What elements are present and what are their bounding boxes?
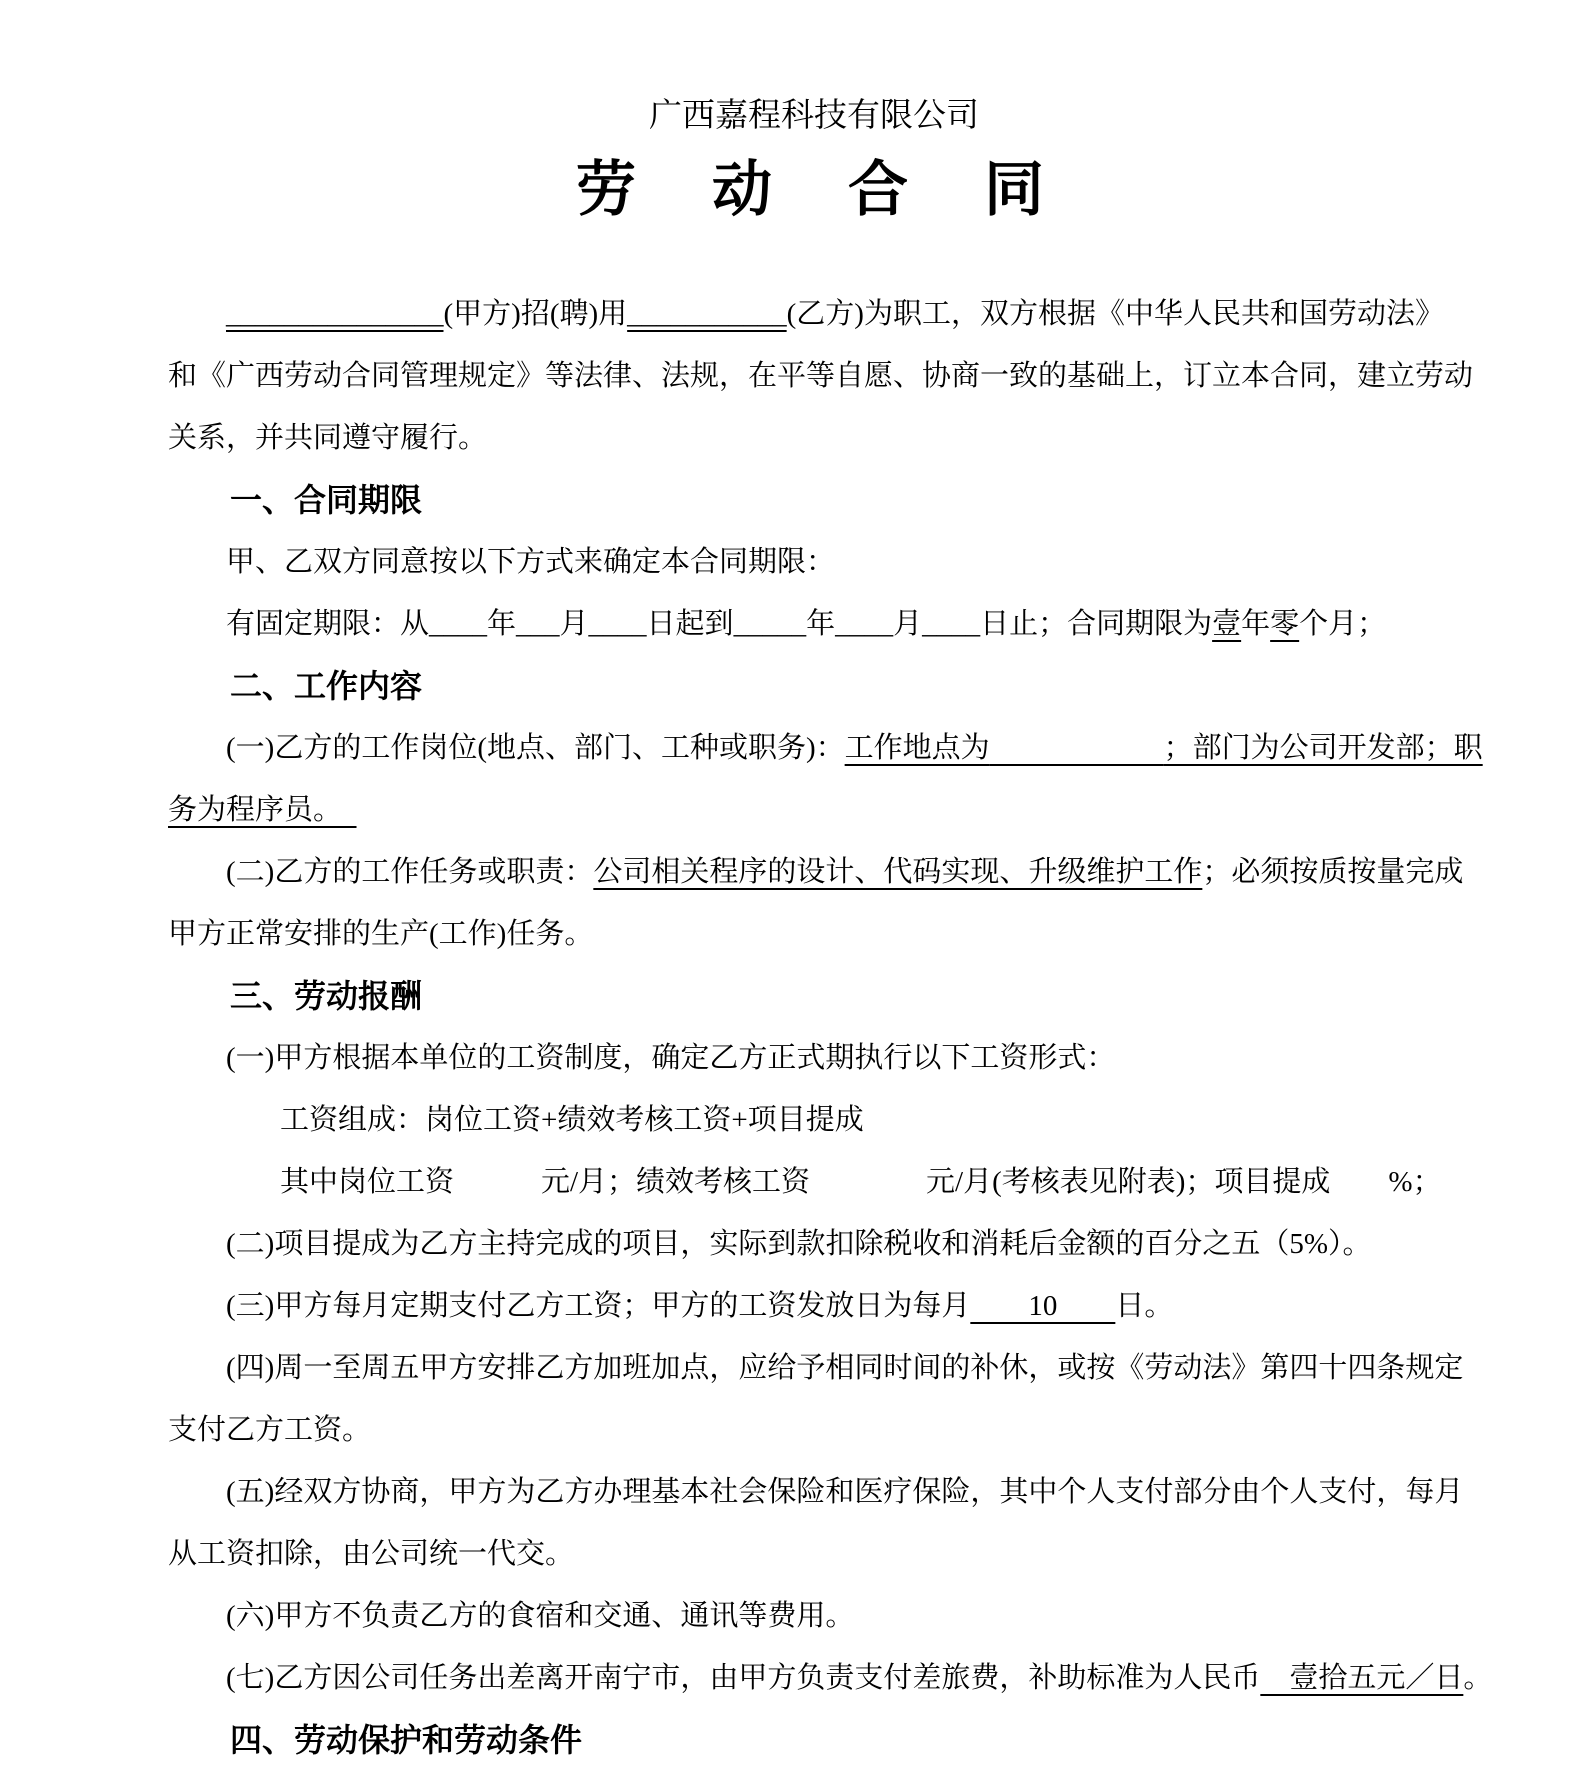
section-2-duty-line-2: 甲方正常安排的生产(工作)任务。 bbox=[168, 918, 594, 950]
section-4-heading: 四、劳动保护和劳动条件 bbox=[230, 1722, 583, 1758]
duty-suffix: ；必须按质按量完成 bbox=[1202, 856, 1464, 888]
term-month-to-blank: ____ bbox=[835, 608, 894, 640]
term-year-from-blank: ____ bbox=[429, 608, 488, 640]
travel-suffix: 。 bbox=[1463, 1662, 1493, 1694]
travel-allowance-line bbox=[168, 1647, 1493, 1709]
party-b-blank: ___________ bbox=[627, 298, 787, 330]
payday-line bbox=[168, 1275, 1460, 1337]
term-day-from-label: 日起到 bbox=[646, 608, 734, 640]
term-month-from-label: 月 bbox=[559, 608, 589, 640]
post-title-text: 务为程序员。 bbox=[168, 794, 357, 826]
post-department-text: ；部门为公司开发部；职 bbox=[1163, 732, 1483, 764]
term-until-label: 日止；合同期限为 bbox=[980, 608, 1213, 640]
term-month-to-label: 月 bbox=[893, 608, 923, 640]
intro-line-1 bbox=[168, 283, 1460, 345]
payday-suffix: 日。 bbox=[1115, 1290, 1174, 1322]
intro-segment-party-a: (甲方)招(聘)用 bbox=[443, 298, 628, 330]
duty-description: 公司相关程序的设计、代码实现、升级维护工作 bbox=[593, 856, 1203, 888]
travel-allowance-value: 壹拾五元／日 bbox=[1260, 1662, 1464, 1694]
salary-amounts-line: 其中岗位工资 元/月；绩效考核工资 元/月(考核表见附表)；项目提成 %； bbox=[280, 1166, 1442, 1198]
term-year-to-label: 年 bbox=[806, 608, 836, 640]
section-2-duty-line-1 bbox=[168, 841, 1464, 903]
overtime-line-2: 支付乙方工资。 bbox=[168, 1414, 372, 1446]
section-1-term-line bbox=[168, 593, 1460, 655]
payday-prefix: (三)甲方每月定期支付乙方工资；甲方的工资发放日为每月 bbox=[226, 1290, 971, 1322]
section-3-paragraph-1: (一)甲方根据本单位的工资制度，确定乙方正式期执行以下工资形式： bbox=[226, 1042, 1116, 1074]
term-year-from-label: 年 bbox=[487, 608, 517, 640]
duty-prefix: (二)乙方的工作任务或职责： bbox=[226, 856, 594, 888]
document-title: 劳 动 合 同 bbox=[576, 156, 1052, 223]
party-a-blank: _______________ bbox=[226, 298, 444, 330]
intro-segment-party-b: (乙方)为职工，双方根据《中华人民共和国劳动法》 bbox=[786, 298, 1444, 330]
term-duration-year-label: 年 bbox=[1241, 608, 1271, 640]
payday-value: 10 bbox=[970, 1290, 1116, 1322]
post-location-blank bbox=[990, 732, 1164, 764]
section-2-post-line-1 bbox=[168, 717, 1483, 779]
term-duration-zero: 零 bbox=[1270, 608, 1300, 640]
term-day-from-blank: ____ bbox=[588, 608, 647, 640]
term-duration-one: 壹 bbox=[1212, 608, 1242, 640]
section-1-heading: 一、合同期限 bbox=[230, 482, 423, 518]
term-year-to-blank: _____ bbox=[733, 608, 807, 640]
travel-prefix: (七)乙方因公司任务出差离开南宁市，由甲方负责支付差旅费，补助标准为人民币 bbox=[226, 1662, 1261, 1694]
term-duration-tail: 个月； bbox=[1299, 608, 1387, 640]
insurance-line-2: 从工资扣除，由公司统一代交。 bbox=[168, 1538, 575, 1570]
section-2-post-line-2 bbox=[168, 779, 1460, 841]
term-prefix: 有固定期限：从 bbox=[226, 608, 430, 640]
insurance-line-1: (五)经双方协商，甲方为乙方办理基本社会保险和医疗保险，其中个人支付部分由个人支付，每月 bbox=[226, 1476, 1464, 1508]
intro-line-2: 和《广西劳动合同管理规定》等法律、法规，在平等自愿、协商一致的基础上，订立本合同，建立劳动 bbox=[168, 360, 1474, 392]
term-month-from-blank: ___ bbox=[516, 608, 560, 640]
salary-composition-line: 工资组成：岗位工资+绩效考核工资+项目提成 bbox=[280, 1104, 864, 1136]
contract-body bbox=[168, 283, 1493, 1771]
term-day-to-blank: ____ bbox=[922, 608, 981, 640]
commission-line: (二)项目提成为乙方主持完成的项目，实际到款扣除税收和消耗后金额的百分之五（5%）。 bbox=[226, 1228, 1372, 1260]
section-3-heading: 三、劳动报酬 bbox=[230, 978, 423, 1014]
post-location-label: 工作地点为 bbox=[844, 732, 990, 764]
section-2-heading: 二、工作内容 bbox=[230, 668, 423, 704]
contract-content bbox=[168, 0, 1493, 1771]
overtime-line-1: (四)周一至周五甲方安排乙方加班加点，应给予相同时间的补休，或按《劳动法》第四十四条规定 bbox=[226, 1352, 1464, 1384]
company-name: 广西嘉程科技有限公司 bbox=[649, 98, 979, 134]
section-1-paragraph-1: 甲、乙双方同意按以下方式来确定本合同期限： bbox=[226, 546, 836, 578]
expenses-line: (六)甲方不负责乙方的食宿和交通、通讯等费用。 bbox=[226, 1600, 855, 1632]
post-prefix: (一)乙方的工作岗位(地点、部门、工种或职务)： bbox=[226, 732, 845, 764]
intro-line-3: 关系，并共同遵守履行。 bbox=[168, 422, 488, 454]
